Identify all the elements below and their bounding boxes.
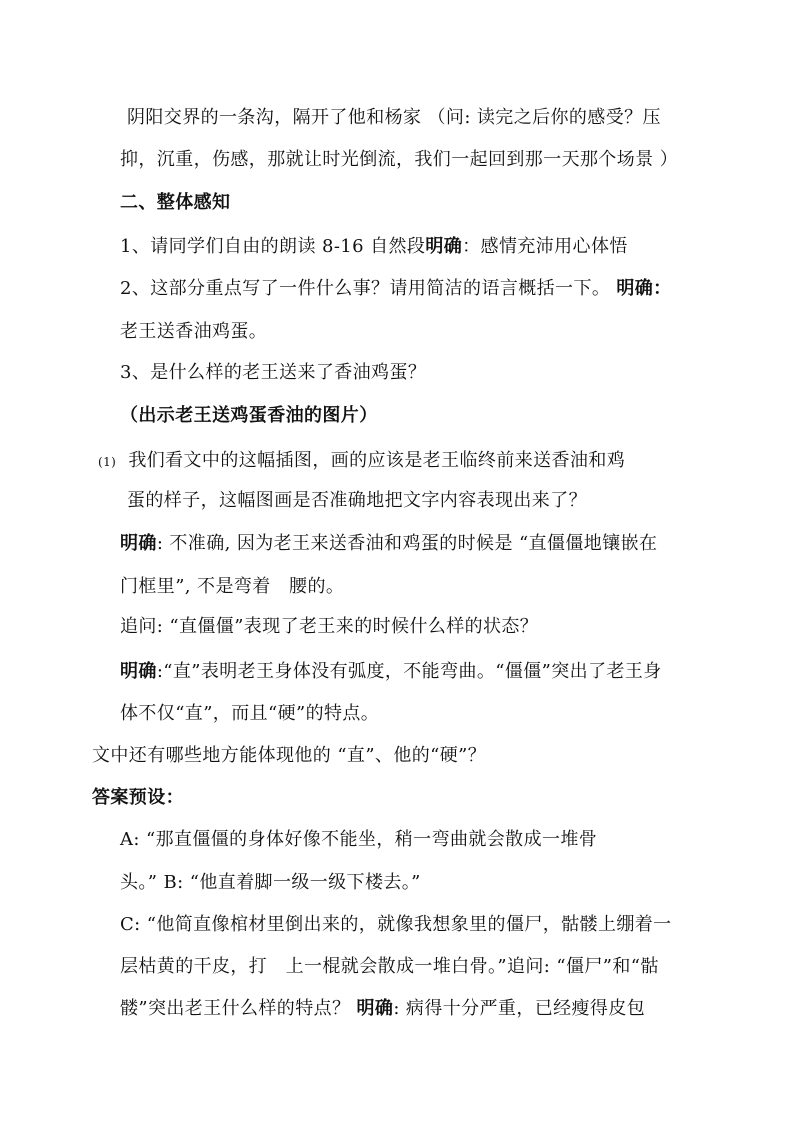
- question-2-answer-text: 老王送香油鸡蛋。: [120, 321, 268, 342]
- answer-1-continued: [120, 576, 344, 598]
- sub-question-1-continued-text: 蛋的样子，这幅图画是否准确地把文字内容表现出来了？: [127, 490, 587, 511]
- follow-up-question-text: 追问: “直僵僵”表现了老王来的时候什么样的状态？: [120, 616, 539, 637]
- section-heading-text: 二、整体感知: [120, 192, 231, 213]
- preset-c-line: [120, 914, 672, 936]
- text-line-2: [120, 149, 678, 171]
- question-1-answer-label: 明确: [425, 236, 463, 257]
- answer-2-continued: [120, 703, 379, 725]
- preset-a-text: A: “那直僵僵的身体好像不能坐，稍一弯曲就会散成一堆骨: [120, 829, 598, 850]
- question-3-line: [120, 362, 426, 384]
- answer-preset-heading: [92, 787, 184, 809]
- preset-c-continued: [120, 956, 659, 978]
- preset-c-continued-text: 层枯黄的干皮，打 上一棍就会散成一堆白骨。”追问: “僵尸”和“骷: [120, 956, 659, 977]
- preset-c-answer-line: [120, 998, 645, 1020]
- question-1-answer-text: ：感情充沛用心体悟: [462, 236, 628, 257]
- sub-question-1-continued: [127, 490, 587, 512]
- answer-preset-heading-text: 答案预设：: [92, 787, 184, 808]
- answer-2-label: 明确: [120, 661, 157, 682]
- question-2-line: [120, 278, 672, 300]
- preset-a-line: [120, 829, 597, 851]
- sub-question-1-text: 我们看文中的这幅插图，画的应该是老王临终前来送香油和鸡: [128, 450, 626, 471]
- further-question-text: 文中还有哪些地方能体现他的 “直”、他的“硬”？: [92, 745, 487, 766]
- preset-b-line: [120, 872, 421, 894]
- answer-1-line: [120, 533, 657, 555]
- preset-c-answer-text: : 病得十分严重，已经瘦得皮包: [393, 998, 646, 1019]
- sub-question-number: (1): [98, 455, 117, 469]
- preset-c-answer-label: 明确: [356, 998, 394, 1019]
- answer-2-text: :“直”表明老王身体没有弧度，不能弯曲。“僵僵”突出了老王身: [156, 661, 662, 682]
- follow-up-question-line: [120, 616, 538, 638]
- section-heading-overall-perception: [120, 192, 230, 214]
- question-1-line: [120, 236, 628, 258]
- line-2-text: 抑，沉重，伤感，那就让时光倒流，我们一起回到那一天那个场景 ）: [120, 149, 679, 170]
- answer-1-continued-text: 门框里”, 不是弯着 腰的。: [120, 576, 345, 597]
- answer-1-text: : 不准确, 因为老王来送香油和鸡蛋的时候是 “直僵僵地镶嵌在: [156, 533, 658, 554]
- line-1-text: 阴阳交界的一条沟，隔开了他和杨家 （问: 读完之后你的感受？压: [127, 107, 661, 128]
- preset-c-question-text: 髅”突出老王什么样的特点？: [120, 998, 357, 1019]
- question-2-answer-line: [120, 321, 267, 343]
- further-question-line: [92, 745, 486, 767]
- question-2-text: 2、这部分重点写了一件什么事？请用简洁的语言概括一下。: [120, 278, 617, 299]
- question-1-text: 1、请同学们自由的朗读 8-16 自然段: [120, 236, 426, 257]
- sub-question-1-line: [98, 450, 625, 473]
- answer-2-line: [120, 661, 662, 683]
- picture-note-line: [120, 405, 378, 427]
- picture-note-text: （出示老王送鸡蛋香油的图片）: [120, 405, 378, 426]
- preset-b-text: 头。” B: “他直着脚一级一级下楼去。”: [120, 872, 421, 893]
- question-2-answer-label: 明确：: [616, 278, 672, 299]
- text-line-1: [127, 107, 661, 129]
- preset-c-text: C: “他简直像棺材里倒出来的，就像我想象里的僵尸，骷髅上绷着一: [120, 914, 672, 935]
- question-3-text: 3、是什么样的老王送来了香油鸡蛋？: [120, 362, 427, 383]
- answer-2-continued-text: 体不仅“直”，而且“硬”的特点。: [120, 703, 380, 724]
- answer-1-label: 明确: [120, 533, 157, 554]
